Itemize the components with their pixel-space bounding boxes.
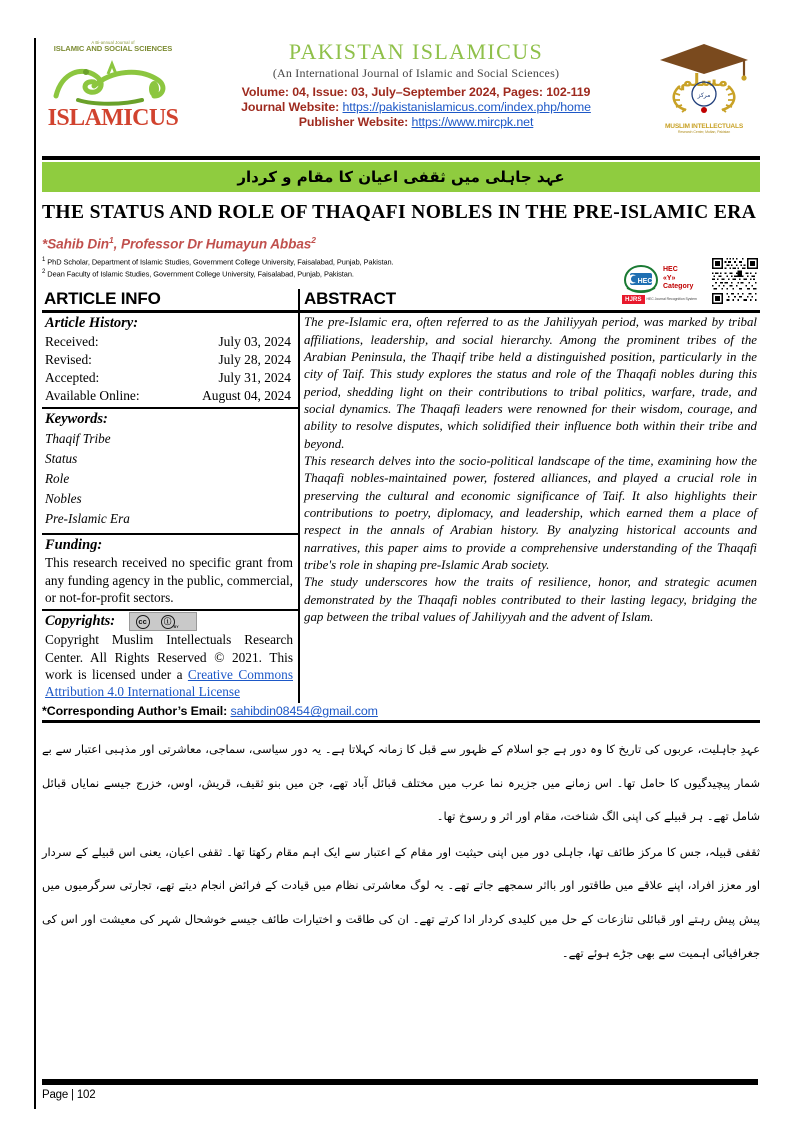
journal-title: PAKISTAN ISLAMICUS bbox=[288, 39, 544, 64]
hec-category-symbol: «Y» bbox=[663, 274, 676, 282]
abstract-paragraph: This research delves into the socio-political landscape of the time, examining how the Thaqafi nobles-maintained power, fostered alliances, and played a crucial role in preserving the cultural and economic significance of Taif. It also highlights their contributions to poetry, diplomacy, and leadership, which earned them a place of respect in the annals of Arabian history. By analyzing historical accounts and narratives, this paper aims to provide a comprehensive understanding of the Thaqafi tribe's role in shaping pre-Islamic Arab society. bbox=[304, 453, 757, 573]
corresponding-divider bbox=[42, 720, 760, 723]
header-divider bbox=[42, 156, 760, 160]
author-two-sup: 2 bbox=[311, 234, 316, 245]
funding-heading: Funding: bbox=[45, 536, 103, 553]
author-two: , Professor Dr Humayun Abbas bbox=[113, 236, 312, 252]
abstract-heading: ABSTRACT bbox=[300, 289, 760, 313]
hjrs-note: HEC Journal Recognition System bbox=[646, 296, 697, 301]
history-row bbox=[45, 369, 293, 387]
hec-label: HEC bbox=[663, 265, 678, 273]
urdu-title-text: عہد جاہلی میں ثقفی اعیان کا مقام و کردار bbox=[237, 168, 565, 186]
history-value: August 04, 2024 bbox=[202, 387, 291, 403]
article-info-abstract-table bbox=[42, 289, 760, 703]
logo-subject-line: ISLAMIC AND SOCIAL SCIENCES bbox=[53, 44, 173, 54]
svg-text:مرکز: مرکز bbox=[697, 92, 711, 99]
page-footer bbox=[42, 1079, 758, 1101]
corresponding-author-label: *Corresponding Author’s Email: bbox=[42, 704, 228, 719]
funding-cell bbox=[42, 535, 298, 612]
page-title: THE STATUS AND ROLE OF THAQAFI NOBLES IN THE PRE-ISLAMIC ERA bbox=[42, 202, 757, 223]
article-info-column bbox=[42, 289, 299, 703]
history-row bbox=[45, 333, 293, 351]
affiliation-text: Dean Faculty of Islamic Studies, Government College University, Faisalabad, Punjab, Pakistan. bbox=[45, 269, 354, 279]
urdu-article-body bbox=[42, 733, 760, 970]
copyrights-heading-row bbox=[45, 612, 293, 631]
history-value: July 03, 2024 bbox=[218, 334, 291, 350]
article-history-cell bbox=[42, 313, 298, 409]
svg-text:HEC: HEC bbox=[637, 278, 653, 285]
history-label: Accepted: bbox=[45, 369, 100, 385]
logo-tiny-line: A Bi-annual Journal of bbox=[91, 40, 135, 45]
journal-website-line bbox=[188, 100, 644, 114]
keywords-heading: Keywords: bbox=[45, 411, 108, 428]
history-value: July 31, 2024 bbox=[218, 369, 291, 385]
history-label: Received: bbox=[45, 334, 99, 350]
publisher-tagline: Research Center, Multan, Pakistan bbox=[677, 129, 731, 134]
volume-issue-line: Volume: 04, Issue: 03, July–September 2024, Pages: 102-119 bbox=[241, 85, 591, 100]
hec-pakistan-logo-icon bbox=[622, 264, 660, 294]
affiliation-text: PhD Scholar, Department of Islamic Studies, Government College University, Faisalabad, Punjab, Pakistan. bbox=[45, 257, 394, 267]
history-value: July 28, 2024 bbox=[218, 351, 291, 367]
keyword-item: Status bbox=[45, 451, 78, 467]
keyword-item: Role bbox=[45, 471, 70, 487]
journal-subtitle: (An International Journal of Islamic and Social Sciences) bbox=[272, 66, 560, 81]
keyword-item: Thaqif Tribe bbox=[45, 431, 111, 447]
qr-code-icon[interactable] bbox=[712, 258, 758, 304]
hjrs-chip: HJRS bbox=[622, 295, 645, 304]
abstract-paragraph: The study underscores how the traits of resilience, honor, and strategic acumen demonstrated by the Thaqafi nobles contributed to their lasting legacy, bridging the gap between the tribal values of Jahiliyyah and the advent of Islam. bbox=[304, 575, 757, 625]
history-row bbox=[45, 387, 293, 405]
svg-text:مسلم: مسلم bbox=[679, 71, 729, 91]
funding-text: This research received no specific grant from any funding agency in the public, commercial, or not-for-profit sectors. bbox=[45, 555, 293, 605]
hec-badge bbox=[622, 264, 708, 304]
affiliation-sup: 2 bbox=[42, 269, 46, 276]
affiliation-sup: 1 bbox=[42, 257, 46, 264]
keyword-item: Nobles bbox=[45, 491, 82, 507]
cc-circle-icon: cc bbox=[136, 615, 150, 629]
page-number: Page | 102 bbox=[42, 1089, 96, 1101]
author-one: *Sahib Din bbox=[42, 236, 109, 252]
copyrights-heading: Copyrights: bbox=[45, 613, 116, 630]
license-link[interactable]: Creative Commons Attribution 4.0 International License bbox=[45, 666, 293, 700]
journal-website-label: Journal Website: bbox=[241, 100, 340, 115]
history-label: Revised: bbox=[45, 351, 92, 367]
abstract-paragraph: The pre-Islamic era, often referred to as the Jahiliyyah period, was marked by tribal affiliations, leadership, and social hierarchy. Among the prominent tribes of the Arabian Peninsula, the Thaqif tribe held a distinguished position, particularly in the city of Taif. This study explores the status and role of the Thaqafi nobles during this period, shedding light on their contributions to tribal politics, warfare, trade, and social dynamics. The Thaqafi leaders were renowned for their wisdom, courage, and ability to resolve disputes, which solidified their influence both within their tribe and beyond. bbox=[304, 315, 757, 451]
publisher-website-line bbox=[188, 115, 644, 129]
arabic-calligraphy-logo-icon bbox=[42, 56, 184, 108]
author-line bbox=[42, 235, 760, 252]
urdu-paragraph: ثقفی قبیلہ، جس کا مرکز طائف تھا، جاہلی دور میں اپنی حیثیت اور مقام کے اعتبار سے ایک اہم مقام رکھتا تھا۔ ثقفی اعیان، یعنی اس قبیلے کے سردار اور معزز افراد، اپنے علاقے میں طاقتور اور بااثر سمجھے جاتے تھے۔ یہ لوگ معاشرتی نظام میں قیادت کے فرائض انجام دیتے تھے، تجارتی سرگرمیوں میں پیش پیش رہتے اور قبائلی تنازعات کے حل میں کلیدی کردار ادا کرتے تھے۔ ان کی طاقت و اختیارات طائف جیسے خوشحال شہر کی معیشت اور اس کی جغرافیائی اہمیت سے بھی جڑے ہوئے تھے۔ bbox=[42, 844, 760, 960]
history-label: Available Online: bbox=[45, 387, 140, 403]
corresponding-author-email-link[interactable]: sahibdin08454@gmail.com bbox=[230, 704, 378, 719]
graduation-cap-wreath-logo-icon bbox=[656, 40, 752, 118]
header-center bbox=[184, 38, 648, 154]
logo-wordmark: ISLAMICUS bbox=[47, 104, 179, 131]
cc-by-person-icon: ⓘ bbox=[161, 615, 175, 629]
publisher-website-link[interactable]: https://www.mircpk.net bbox=[411, 115, 534, 130]
keywords-cell bbox=[42, 409, 298, 534]
corresponding-author-line bbox=[42, 704, 760, 718]
publisher-logo-right bbox=[648, 38, 760, 154]
publisher-name: MUSLIM INTELLECTUALS bbox=[664, 123, 744, 130]
journal-website-link[interactable]: https://pakistanislamicus.com/index.php/home bbox=[342, 100, 591, 115]
publisher-website-label: Publisher Website: bbox=[298, 115, 409, 130]
urdu-title-banner bbox=[42, 162, 760, 192]
copyright-text: Copyright Muslim Intellectuals Research Center. All Rights Reserved © 2021. This work is licensed under a bbox=[45, 632, 293, 682]
journal-logo-left bbox=[42, 38, 184, 154]
abstract-body bbox=[300, 313, 760, 628]
article-history-heading: Article History: bbox=[45, 315, 139, 332]
hec-category-label: Category bbox=[663, 283, 694, 291]
keyword-item: Pre-Islamic Era bbox=[45, 511, 130, 527]
copyright-statement bbox=[45, 631, 293, 700]
recognition-badges bbox=[622, 258, 758, 304]
footer-divider bbox=[42, 1079, 758, 1085]
history-row bbox=[45, 351, 293, 369]
abstract-column bbox=[299, 289, 760, 703]
creative-commons-badge-icon bbox=[129, 612, 197, 631]
author-one-sup: 1 bbox=[108, 234, 114, 245]
urdu-paragraph: عہدِ جاہلیت، عربوں کی تاریخ کا وہ دور ہے جو اسلام کے ظہور سے قبل کا زمانہ کہلاتا ہے۔ یہ دور سیاسی، سماجی، معاشرتی اور مذہبی اعتبار سے بے شمار پیچیدگیوں کا حامل تھا۔ اس زمانے میں جزیرہ نما عرب میں مختلف قبائل آباد تھے، جن میں بنو ثقیف، قریش، اوس، خزرج جیسے نمایاں قبائل شامل تھے۔ ہر قبیلے کی اپنی الگ شناخت، مقام اور اثر و رسوخ تھا۔ bbox=[42, 741, 760, 824]
cc-by-label: BY bbox=[173, 624, 179, 629]
page-header bbox=[42, 38, 760, 154]
copyrights-cell bbox=[42, 611, 298, 703]
article-info-heading: ARTICLE INFO bbox=[42, 289, 298, 313]
